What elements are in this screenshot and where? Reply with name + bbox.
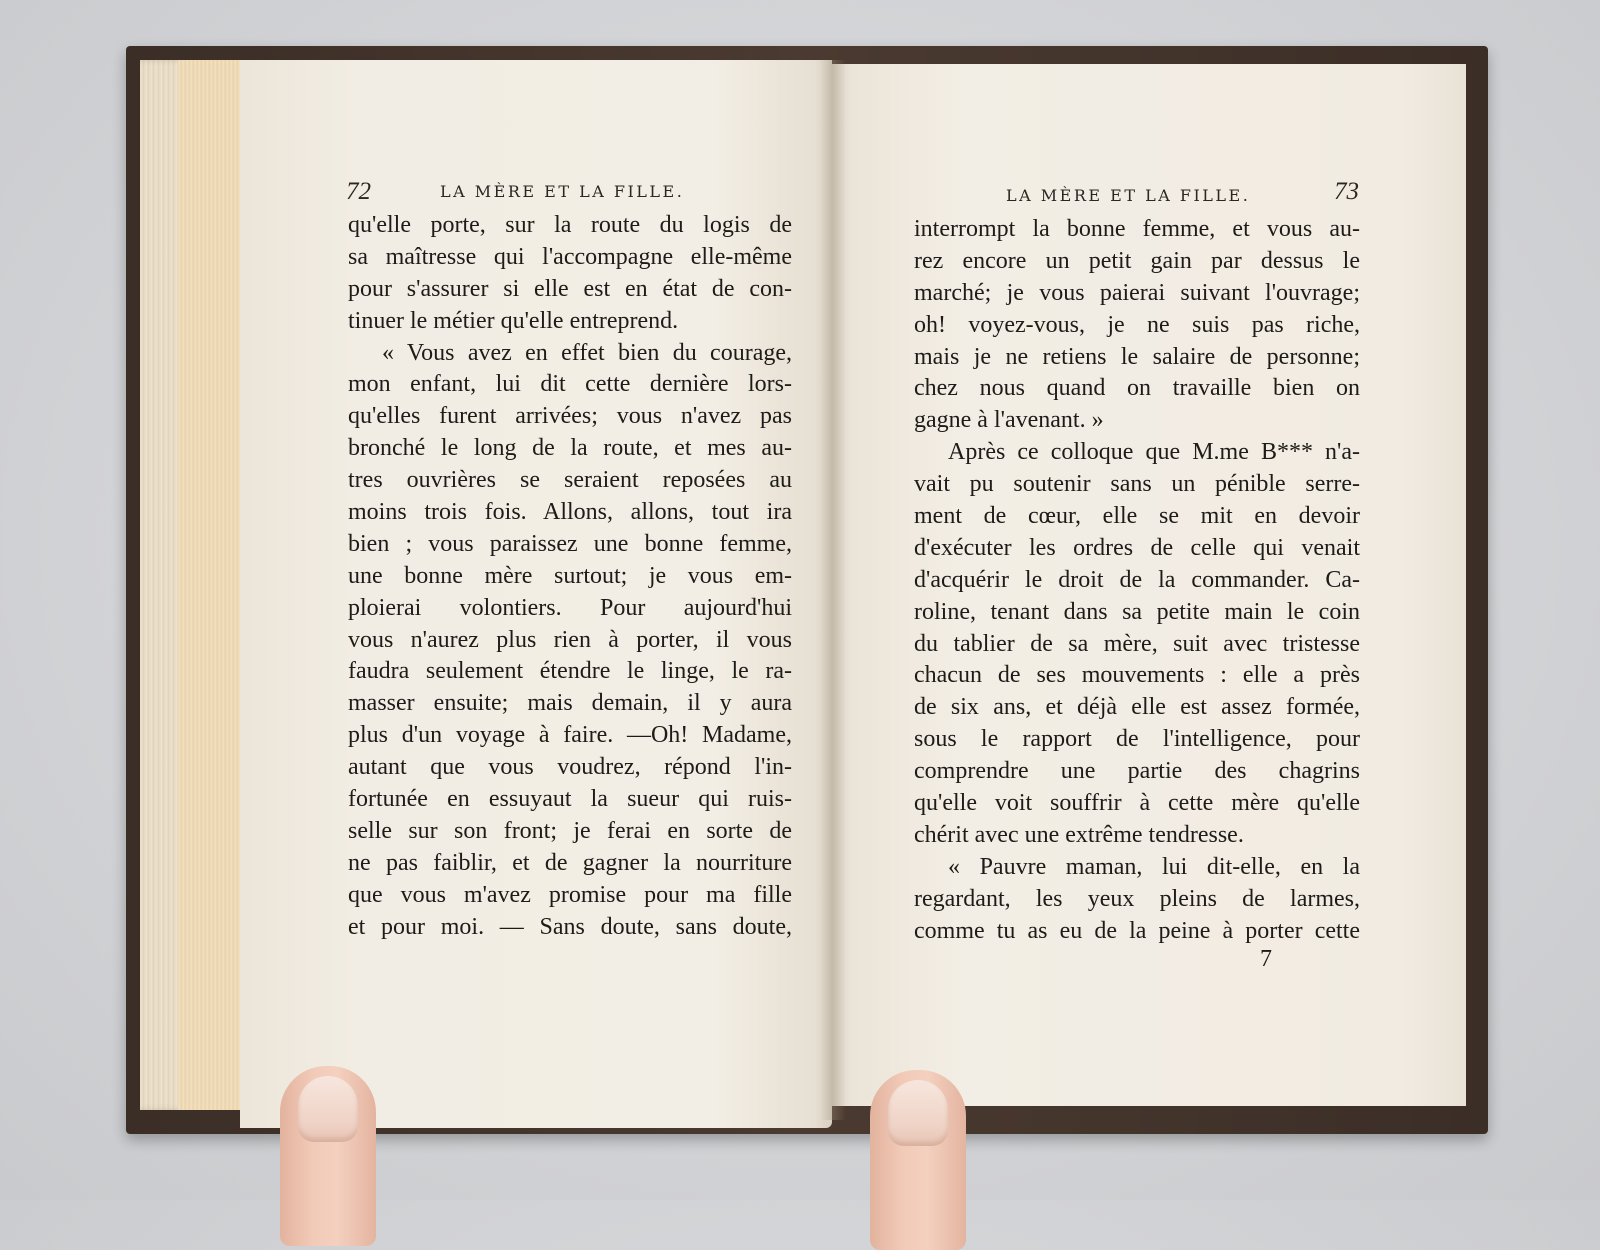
text-line: chérit avec une extrême tendresse. (914, 821, 1244, 848)
text-line: une bonne mère surtout; je vous em- (348, 562, 792, 589)
text-line: tres ouvrières se seraient reposées au (348, 467, 792, 494)
text-line: plus d'un voyage à faire. —Oh! Madame, (348, 722, 792, 749)
text-line: tinuer le métier qu'elle entreprend. (348, 307, 679, 334)
book-gutter (820, 60, 846, 1120)
text-line: regardant, les yeux pleins de larmes, (914, 885, 1360, 912)
text-line: fortunée en essuyaut la sueur qui ruis- (348, 786, 792, 813)
text-line: qu'elles furent arrivées; vous n'avez pas (348, 403, 792, 430)
signature-mark: 7 (1260, 946, 1272, 972)
right-page-text (914, 214, 1360, 947)
right-running-head: LA MÈRE ET LA FILLE. (1006, 186, 1251, 205)
right-thumb (870, 1070, 966, 1250)
right-thumbnail-nail (888, 1080, 948, 1146)
text-line: selle sur son front; je ferai en sorte de (348, 817, 792, 844)
text-line: ploierai volontiers. Pour aujourd'hui (348, 594, 792, 621)
text-line: comprendre une partie des chagrins (914, 758, 1360, 785)
text-line: autant que vous voudrez, répond l'in- (348, 754, 792, 781)
text-line: gagne à l'avenant. » (914, 407, 1104, 434)
text-line: vait pu soutenir sans un pénible serre- (914, 471, 1360, 498)
text-line: bronché le long de la route, et mes au- (348, 435, 792, 462)
text-line: sa maîtresse qui l'accompagne elle-même (348, 243, 792, 270)
right-page-number: 73 (1334, 178, 1359, 205)
text-line: « Vous avez en effet bien du courage, (382, 339, 792, 366)
text-line: du tablier de sa mère, suit avec tristesse (914, 630, 1360, 657)
text-line: moins trois fois. Allons, allons, tout ira (348, 499, 792, 526)
text-line: d'acquérir le droit de la commander. Ca- (914, 566, 1360, 593)
text-line: ne pas faiblir, et de gagner la nourriture (348, 849, 792, 876)
text-line: interrompt la bonne femme, et vous au- (914, 216, 1360, 242)
page-edges (178, 60, 242, 1110)
text-line: oh! voyez-vous, je ne suis pas riche, (914, 311, 1360, 338)
text-line: qu'elle voit souffrir à cette mère qu'elle (914, 790, 1360, 817)
left-thumb (280, 1066, 376, 1246)
text-line: pour s'assurer si elle est en état de con- (348, 275, 792, 302)
text-line: comme tu as eu de la peine à porter cette (914, 917, 1360, 944)
left-thumbnail-nail (298, 1076, 358, 1142)
text-line: sous le rapport de l'intelligence, pour (914, 726, 1360, 753)
text-line: faudra seulement étendre le linge, le ra- (348, 658, 792, 685)
text-line: et pour moi. — Sans doute, sans doute, (348, 913, 792, 940)
text-line: Après ce colloque que M.me B*** n'a- (948, 439, 1360, 466)
text-line: marché; je vous paierai suivant l'ouvrage; (914, 279, 1360, 306)
text-line: rez encore un petit gain par dessus le (914, 247, 1360, 274)
text-line: chez nous quand on travaille bien on (914, 375, 1360, 402)
text-line: chacun de ses mouvements : elle a près (914, 662, 1360, 689)
text-line: bien ; vous paraissez une bonne femme, (348, 530, 792, 557)
text-line: vous n'aurez plus rien à porter, il vous (348, 626, 792, 653)
text-line: qu'elle porte, sur la route du logis de (348, 212, 792, 238)
left-page-text (348, 210, 792, 943)
text-line: roline, tenant dans sa petite main le coin (914, 598, 1360, 625)
text-line: mais je ne retiens le salaire de personne; (914, 343, 1360, 370)
text-line: que vous m'avez promise pour ma fille (348, 881, 792, 908)
text-line: masser ensuite; mais demain, il y aura (348, 690, 792, 717)
text-line: mon enfant, lui dit cette dernière lors- (348, 371, 792, 398)
text-line: d'exécuter les ordres de celle qui venait (914, 534, 1360, 561)
left-running-head: LA MÈRE ET LA FILLE. (440, 182, 685, 201)
text-line: « Pauvre maman, lui dit-elle, en la (948, 853, 1360, 880)
text-line: de six ans, et déjà elle est assez formée, (914, 694, 1360, 721)
text-line: ment de cœur, elle se mit en devoir (914, 503, 1360, 530)
left-page-number: 72 (346, 178, 371, 205)
